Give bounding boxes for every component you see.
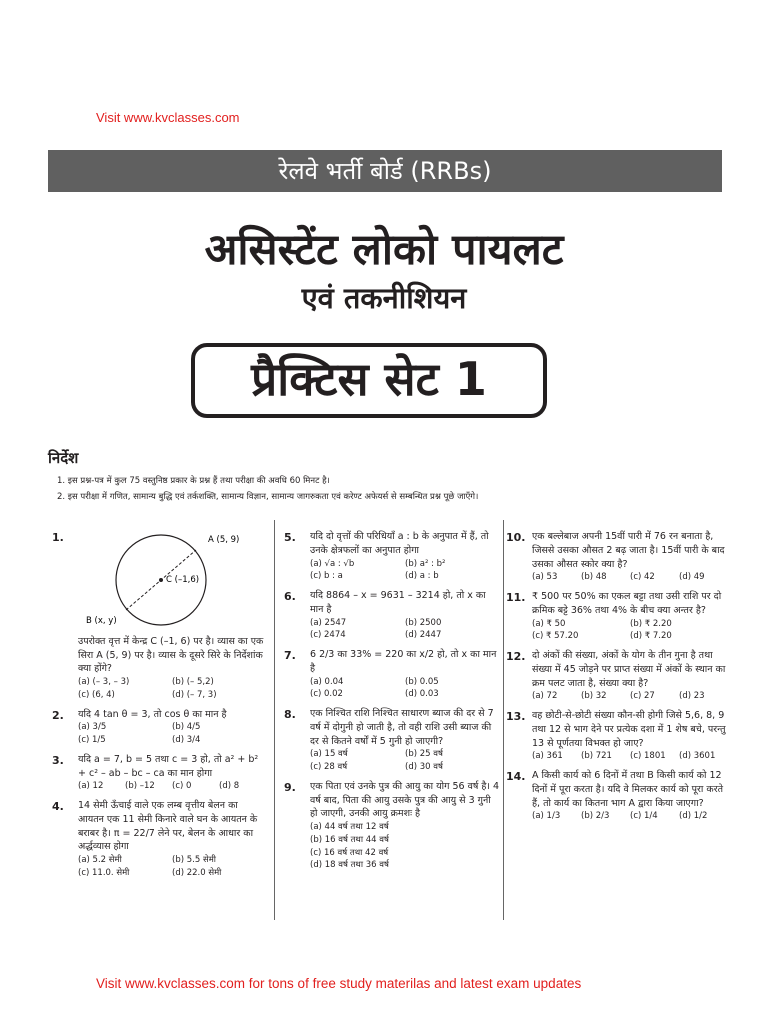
option[interactable]: (c) 16 वर्ष तथा 42 वर्ष [310,847,389,858]
option[interactable]: (a) 72 [532,691,558,702]
question-1 [52,530,266,702]
options-list [510,690,728,703]
option[interactable]: (b) 16 वर्ष तथा 44 वर्ष [310,834,389,845]
question-text: ₹ 500 पर 50% का एकल बट्टा तथा उसी राशि पर दो क्रमिक बट्टे 36% तथा 4% के बीच क्या अन्तर है? [532,591,722,616]
option[interactable]: (d) ₹ 7.20 [630,631,672,642]
question-2 [52,708,266,747]
option[interactable]: (d) 18 वर्ष तथा 36 वर्ष [310,860,389,871]
option[interactable]: (d) (– 7, 3) [172,689,217,700]
question-3 [52,753,266,793]
question-number: 3. [52,753,64,767]
exam-title: असिस्टेंट लोको पायलट [204,225,564,275]
point-a-label: A (5, 9) [208,535,240,545]
options-list [510,571,728,584]
board-title: रेलवे भर्ती बोर्ड (RRBs) [278,157,492,185]
option[interactable]: (c) ₹ 57.20 [532,631,579,642]
option[interactable]: (c) 2474 [310,630,346,641]
question-12 [506,649,728,703]
instruction-item: 2. इस परीक्षा में गणित, सामान्य बुद्धि एवं तर्कशक्ति, सामान्य विज्ञान, सामान्य जागरुकता एवं करेण्ट अफेयर्स से सम्बन्धित प्रश्न पूछे जाएँगे। [57,492,479,502]
question-number: 1. [52,531,64,544]
option[interactable]: (c) 0.02 [310,689,343,700]
option[interactable]: (b) 32 [581,691,607,702]
options-list [288,748,500,774]
point-b-label: B (x, y) [86,616,117,626]
options-list [56,721,266,747]
option[interactable]: (b) 2500 [405,617,442,628]
option[interactable]: (d) 30 वर्ष [405,762,443,773]
question-number: 2. [52,708,64,722]
option[interactable]: (c) (6, 4) [78,689,115,700]
option[interactable]: (b) –12 [125,781,155,792]
question-text: उपरोक्त वृत्त में केन्द्र C (–1, 6) पर है। व्यास का एक सिरा A (5, 9) पर है। व्यास के दूसरे सिरे के निर्देशांक क्या होंगे? [78,635,264,675]
question-text: दो अंकों की संख्या, अंकों के योग के तीन गुना है तथा संख्या में 45 जोड़ने पर प्राप्त संख्या में अंकों के स्थान का क्रम पलट जाता है, संख्या क्या है? [532,650,726,689]
options-list [510,750,728,763]
option[interactable]: (a) 53 [532,572,558,583]
option[interactable]: (d) 3/4 [172,735,201,746]
question-7 [284,648,500,701]
option[interactable]: (d) 0.03 [405,689,439,700]
question-text: यदि 8864 – x = 9631 – 3214 हो, तो x का मान है [310,590,486,615]
options-list [288,676,500,702]
question-column-2 [284,530,500,878]
option[interactable]: (d) 23 [679,691,705,702]
question-5 [284,530,500,583]
question-number: 11. [506,591,526,605]
question-6 [284,589,500,642]
option[interactable]: (c) 28 वर्ष [310,762,348,773]
question-number: 12. [506,650,526,664]
question-column-3 [506,530,728,829]
question-9 [284,780,500,872]
option[interactable]: (c) 11.0. सेमी [78,867,130,878]
options-list [56,780,266,793]
practice-set-box [191,343,547,418]
question-text: वह छोटी-से-छोटी संख्या कौन-सी होगी जिसे 5,6, 8, 9 तथा 12 से भाग देने पर प्रत्येक दशा में 1 शेष बचे, परन्तु 13 से पूर्णतया विभक्त हो जाए? [532,710,726,749]
question-number: 10. [506,531,526,544]
options-list [288,617,500,643]
option[interactable]: (d) 49 [679,572,705,583]
question-number: 4. [52,800,64,814]
instruction-item: 1. इस प्रश्न-पत्र में कुल 75 वस्तुनिष्ठ प्रकार के प्रश्न हैं तथा परीक्षा की अवधि 60 मिनट है। [57,476,330,486]
question-text: एक पिता एवं उनके पुत्र की आयु का योग 56 वर्ष है। 4 वर्ष बाद, पिता की आयु उसके पुत्र की आयु से 3 गुनी हो जाएगी, उनकी आयु क्रमशः है [310,780,500,820]
question-14 [506,769,728,823]
option[interactable]: (b) 48 [581,572,607,583]
option[interactable]: (c) 1/4 [630,811,658,822]
option[interactable]: (a) 0.04 [310,676,344,687]
question-8 [284,707,500,774]
options-list [56,676,266,702]
option[interactable]: (b) 5.5 सेमी [172,855,216,866]
option[interactable]: (a) 12 [78,781,104,792]
option[interactable]: (b) ₹ 2.20 [630,618,672,629]
question-number: 8. [284,708,296,722]
option[interactable]: (a) 15 वर्ष [310,749,348,760]
option[interactable]: (a) √a : √b [310,558,355,569]
question-11 [506,590,728,643]
practice-set-label: प्रैक्टिस सेट 1 [251,352,487,406]
option[interactable]: (b) 721 [581,751,612,762]
option[interactable]: (a) (– 3, – 3) [78,677,130,688]
option[interactable]: (a) 5.2 सेमी [78,855,122,866]
instructions-heading: निर्देश [48,449,79,467]
option[interactable]: (d) a : b [405,571,439,582]
question-text: यदि a = 7, b = 5 तथा c = 3 हो, तो a² + b² + c² – ab – bc – ca का मान होगा [78,753,259,779]
option[interactable]: (a) 2547 [310,617,347,628]
options-list [56,854,266,880]
question-number: 6. [284,590,296,604]
option[interactable]: (b) 0.05 [405,676,439,687]
option[interactable]: (b) a² : b² [405,558,446,569]
option[interactable]: (d) 3601 [679,751,716,762]
options-list [288,821,500,872]
option[interactable]: (b) (– 5,2) [172,677,214,688]
option[interactable]: (d) 1/2 [679,811,708,822]
option[interactable]: (b) 4/5 [172,722,201,733]
option[interactable]: (a) 1/3 [532,811,561,822]
option[interactable]: (a) 44 वर्ष तथा 12 वर्ष [310,822,389,833]
option[interactable]: (c) 0 [172,781,192,792]
column-divider [503,520,504,920]
center-point [159,578,163,582]
option[interactable]: (d) 8 [219,781,240,792]
question-13 [506,709,728,763]
footer-website-link[interactable]: Visit www.kvclasses.com for tons of free study materilas and latest exam updates [96,976,582,991]
top-website-link[interactable]: Visit www.kvclasses.com [96,110,240,125]
question-number: 14. [506,770,526,784]
option[interactable]: (a) 361 [532,751,563,762]
option[interactable]: (c) 42 [630,572,655,583]
exam-subtitle: एवं तकनीशियन [301,281,467,315]
question-number: 5. [284,531,296,544]
question-text: एक बल्लेबाज अपनी 15वीं पारी में 76 रन बनाता है, जिससे उसका औसत 2 बढ़ जाता है। 15वीं पारी के बाद उसका औसत स्कोर क्या है? [532,531,725,570]
question-text: 14 सेमी ऊँचाई वाले एक लम्ब वृत्तीय बेलन का आयतन एक 11 सेमी किनारे वाले घन के आयतन के बराबर है। π = 22/7 लेने पर, बेलन के आधार का अर्द्धव्यास होगा [78,800,258,853]
question-text: यदि 4 tan θ = 3, तो cos θ का मान है [78,708,227,720]
point-c-label: C (–1,6) [166,575,200,585]
question-text: यदि दो वृत्तों की परिधियाँ a : b के अनुपात में हैं, तो उनके क्षेत्रफलों का अनुपात होगा [310,531,489,556]
option[interactable]: (a) ₹ 50 [532,618,566,629]
option[interactable]: (c) b : a [310,571,343,582]
options-list [510,618,728,644]
option[interactable]: (c) 27 [630,691,655,702]
option[interactable]: (b) 2/3 [581,811,610,822]
option[interactable]: (c) 1/5 [78,735,106,746]
question-number: 9. [284,780,296,794]
options-list [510,810,728,823]
board-banner [48,150,722,192]
option[interactable]: (c) 1801 [630,751,666,762]
question-text: एक निश्चित राशि निश्चित साधारण ब्याज की दर से 7 वर्ष में दोगुनी हो जाती है, तो वही राशि उसी ब्याज की दर से कितने वर्षों में 5 गुनी हो जाएगी? [310,708,494,747]
option[interactable]: (b) 25 वर्ष [405,749,443,760]
option[interactable]: (d) 2447 [405,630,442,641]
question-text: 6 2/3 का 33% = 220 का x/2 हो, तो x का मान है [310,649,497,674]
options-list [288,558,500,584]
question-10 [506,530,728,584]
question-text: A किसी कार्य को 6 दिनों में तथा B किसी कार्य को 12 दिनों में पूरा करता है। यदि वे मिलकर कार्य को पूरा करते हैं, तो कार्य का कितना भाग A द्वारा किया जाएगा? [532,770,724,809]
option[interactable]: (d) 22.0 सेमी [172,867,222,878]
question-number: 7. [284,649,296,663]
circle-diagram [86,530,286,630]
question-number: 13. [506,710,526,724]
question-column-1 [52,530,266,886]
question-4 [52,799,266,880]
option[interactable]: (a) 3/5 [78,722,107,733]
